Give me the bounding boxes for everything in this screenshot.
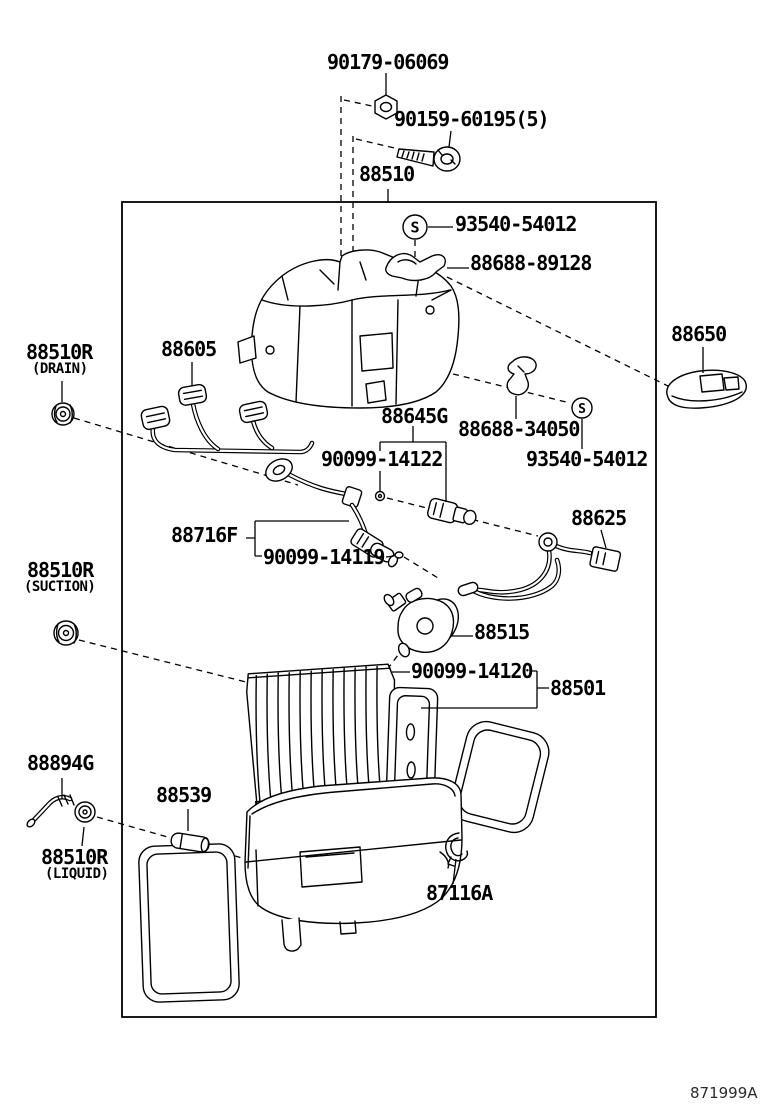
part-label-88688-34050: 88688-34050 [458, 417, 580, 441]
part-sublabel-liquid: (LIQUID) [45, 866, 109, 882]
drain-grommet-drawing [52, 403, 74, 425]
part-label-93540-54012-top: 93540-54012 [455, 212, 577, 236]
pressure-switch-drawing-88645g [427, 498, 478, 529]
part-label-88645g: 88645G [381, 404, 448, 428]
part-label-88894g: 88894G [27, 751, 94, 775]
part-label-90159-60195: 90159-60195(5) [394, 107, 549, 131]
part-label-88515: 88515 [474, 620, 530, 644]
part-label-88510r-drain: 88510R [26, 340, 93, 364]
inlet-seal-drawing [138, 843, 239, 1002]
part-label-88650: 88650 [671, 322, 727, 346]
part-label-88539: 88539 [156, 783, 212, 807]
s-symbol-top: S [410, 218, 420, 237]
drain-hose-drawing-88894g [26, 795, 95, 828]
o-ring-drawing-14119 [395, 552, 403, 558]
clamp-drawing-88688-34050 [507, 357, 536, 395]
part-label-88688-89128: 88688-89128 [470, 251, 592, 275]
o-ring-drawing-14122 [376, 492, 385, 501]
part-label-88510: 88510 [359, 162, 415, 186]
part-label-90099-14122: 90099-14122 [321, 447, 443, 471]
thermistor-drawing-88625 [457, 533, 621, 599]
amplifier-drawing-88650 [667, 370, 747, 408]
s-symbol-mid: S [578, 402, 586, 417]
drawing-code: 871999A [690, 1084, 758, 1102]
part-label-88510r-liquid: 88510R [41, 845, 108, 869]
part-label-88501: 88501 [550, 676, 606, 700]
part-label-88716f: 88716F [171, 523, 238, 547]
part-label-88510r-suction: 88510R [27, 558, 94, 582]
part-label-93540-54012-mid: 93540-54012 [526, 447, 648, 471]
part-label-88625: 88625 [571, 506, 627, 530]
expansion-valve-drawing-88515 [382, 587, 458, 659]
part-label-90179-06069: 90179-06069 [327, 50, 449, 74]
fastener-symbol-top [403, 215, 427, 239]
part-label-87116a: 87116A [426, 881, 493, 905]
part-label-90099-14120: 90099-14120 [411, 659, 533, 683]
part-sublabel-suction: (SUCTION) [24, 579, 96, 595]
part-sublabel-drain: (DRAIN) [32, 361, 88, 377]
part-label-88605: 88605 [161, 337, 217, 361]
lower-case-drawing [245, 778, 462, 951]
evaporator-seal-drawing [447, 717, 553, 836]
fastener-symbol-mid [572, 398, 592, 418]
suction-grommet-drawing [54, 621, 78, 645]
part-label-90099-14119: 90099-14119 [263, 545, 385, 569]
